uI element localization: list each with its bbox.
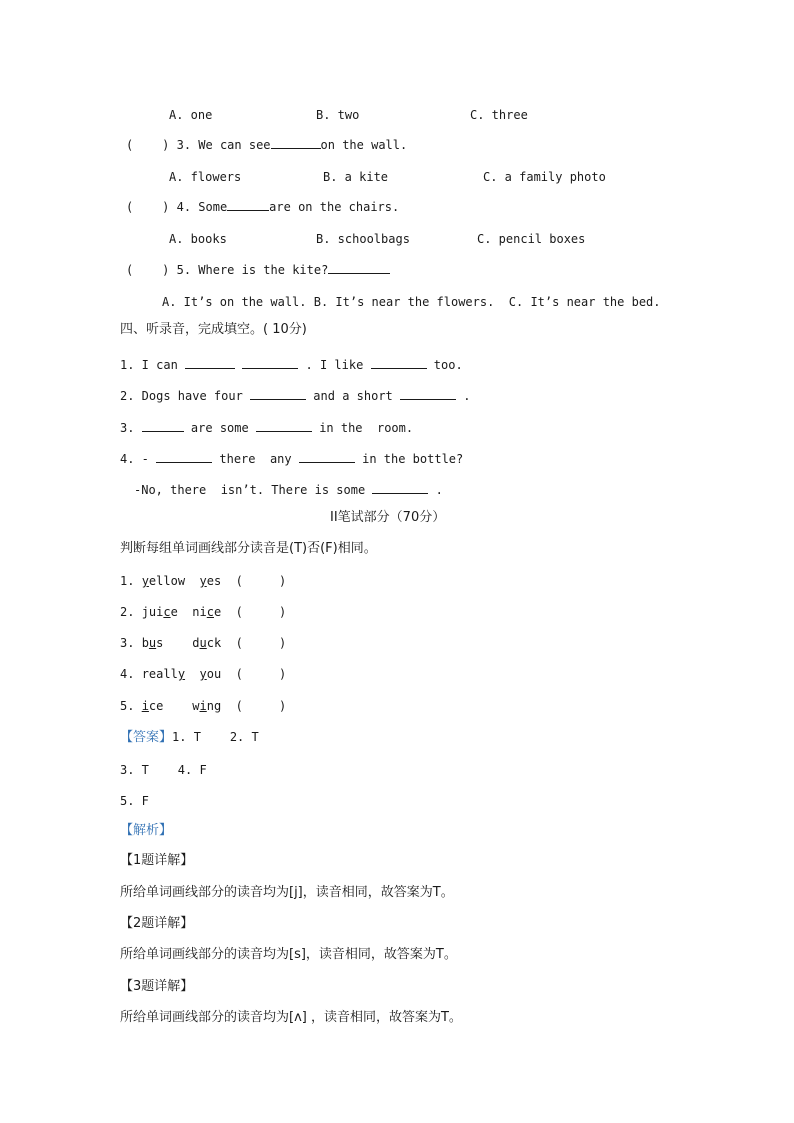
blank	[256, 419, 312, 432]
blank	[156, 450, 212, 463]
blank	[371, 356, 427, 369]
q3-option-b: B. a kite	[323, 170, 389, 184]
phonics-item: 1. yellow yes ( )	[120, 574, 287, 588]
q3-option-c: C. a family photo	[483, 170, 606, 184]
blank	[185, 356, 235, 369]
answer-paren: ( )	[126, 138, 170, 152]
section-4-title: 四、听录音，完成填空。( 10分)	[120, 322, 307, 337]
blank	[250, 387, 306, 400]
blank	[271, 136, 321, 149]
q4-option-b: B. schoolbags	[316, 232, 410, 246]
blank	[299, 450, 355, 463]
question-3: ( ) 3. We can see on the wall.	[126, 138, 408, 152]
answer-line-1: 【答案】1. T 2. T	[120, 730, 259, 745]
fill-line-2: 2. Dogs have four and a short .	[120, 389, 471, 403]
q3-option-a: A. flowers	[169, 170, 242, 184]
question-4: ( ) 4. Some are on the chairs.	[126, 200, 400, 214]
phonics-item: 5. ice wing ( )	[120, 699, 287, 713]
analysis-label: 【解析】	[120, 823, 173, 838]
answer-paren: ( )	[235, 636, 287, 650]
q2-option-b: B. two	[316, 108, 360, 122]
answer-paren: ( )	[126, 200, 170, 214]
detail-1-text: 所给单词画线部分的读音均为[j]，读音相同，故答案为T。	[120, 885, 454, 900]
detail-1-title: 【1题详解】	[120, 853, 194, 868]
detail-2-text: 所给单词画线部分的读音均为[s]，读音相同，故答案为T。	[120, 947, 457, 962]
phonics-item: 4. really you ( )	[120, 667, 287, 681]
fill-line-5: -No, there isn’t. There is some .	[134, 483, 443, 497]
answer-line-2: 3. T 4. F	[120, 763, 207, 777]
detail-3-title: 【3题详解】	[120, 979, 194, 994]
blank	[328, 261, 390, 274]
fill-line-3: 3. are some in the room.	[120, 421, 414, 435]
answer-label: 【答案】	[120, 730, 173, 745]
answer-paren: ( )	[235, 699, 287, 713]
q5-options: A. It’s on the wall. B. It’s near the flowers. C. It’s near the bed.	[162, 295, 661, 309]
q2-option-c: C. three	[470, 108, 528, 122]
answer-paren: ( )	[126, 263, 170, 277]
q4-option-a: A. books	[169, 232, 227, 246]
q2-option-a: A. one	[169, 108, 213, 122]
q4-option-c: C. pencil boxes	[477, 232, 586, 246]
phonics-instruction: 判断每组单词画线部分读音是(T)否(F)相同。	[120, 541, 377, 556]
blank	[372, 481, 428, 494]
answer-paren: ( )	[235, 574, 287, 588]
fill-line-1: 1. I can . I like too.	[120, 358, 463, 372]
answer-paren: ( )	[235, 605, 287, 619]
answer-line-3: 5. F	[120, 794, 149, 808]
detail-2-title: 【2题详解】	[120, 916, 194, 931]
detail-3-text: 所给单词画线部分的读音均为[ʌ] ，读音相同，故答案为T。	[120, 1010, 462, 1025]
phonics-item: 2. juice nice ( )	[120, 605, 287, 619]
answer-paren: ( )	[235, 667, 287, 681]
blank	[400, 387, 456, 400]
blank	[142, 419, 184, 432]
blank	[242, 356, 298, 369]
phonics-item: 3. bus duck ( )	[120, 636, 287, 650]
fill-line-4: 4. - there any in the bottle?	[120, 452, 464, 466]
written-part-title: II笔试部分（70分）	[330, 510, 446, 525]
blank	[227, 198, 269, 211]
question-5: ( ) 5. Where is the kite?	[126, 261, 390, 278]
